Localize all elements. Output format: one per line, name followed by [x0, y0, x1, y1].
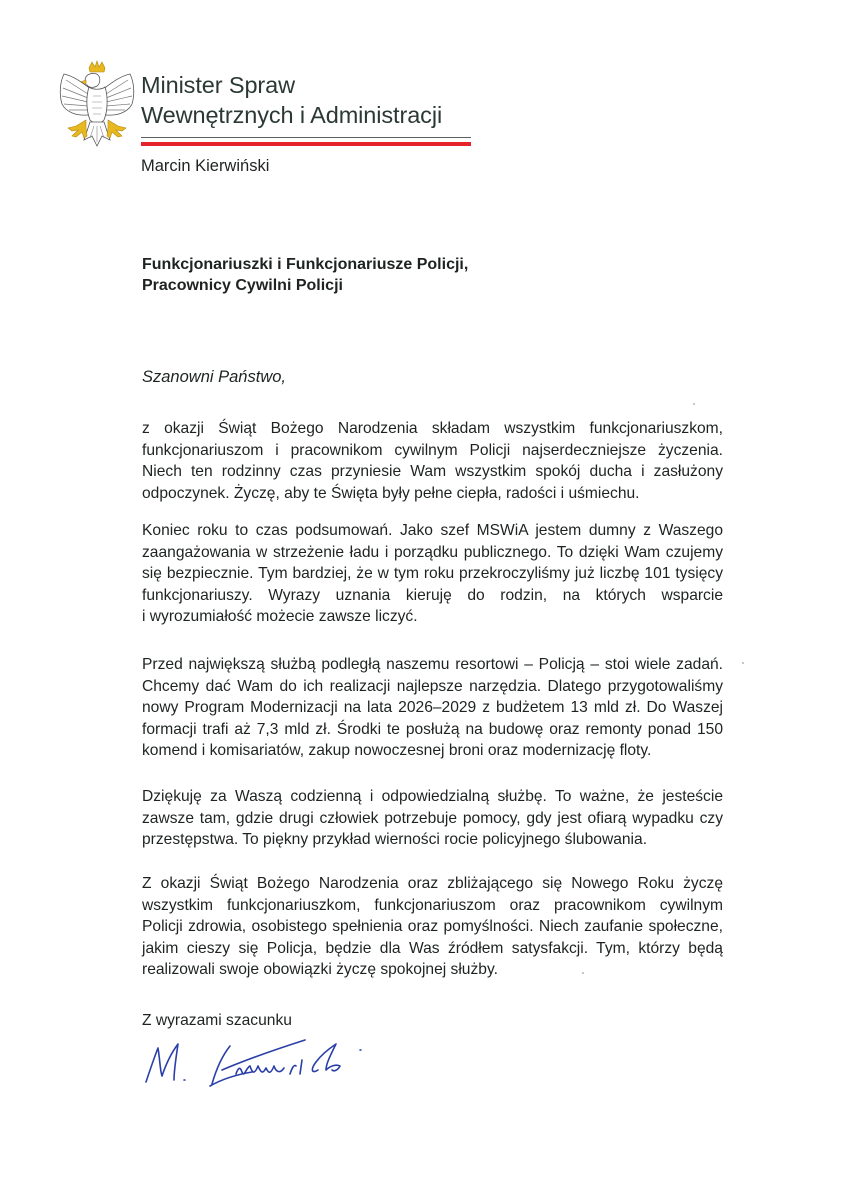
paragraph-line: formacji trafi aż 7,3 mld zł. Środki te posłużą na budowę oraz remonty ponad 150 — [142, 720, 723, 738]
paragraph-line: komend i komisariatów, zakup nowoczesnej broni oraz modernizację floty. — [142, 742, 652, 760]
ministry-title-line: Minister Spraw — [141, 72, 296, 98]
paragraph-line: zawsze tam, gdzie drugi człowiek potrzebuje pomocy, gdy jest ofiarą wypadku czy — [142, 809, 723, 827]
scan-speck — [742, 662, 744, 664]
handwritten-signature-icon — [140, 1030, 380, 1092]
letter-closing: Z wyrazami szacunku — [142, 1012, 292, 1029]
scan-speck — [582, 972, 584, 974]
paragraph-line: z okazji Świąt Bożego Narodzenia składam wszystkim funkcjonariuszkom, — [142, 420, 723, 437]
paragraph-line: nowy Program Modernizacji na lata 2026–2029 z budżetem 13 mld zł. Do Waszej — [142, 699, 723, 717]
letter-recipient — [142, 254, 468, 296]
letter-salutation: Szanowni Państwo, — [142, 368, 286, 386]
letter-paragraph-1 — [142, 418, 723, 504]
polish-eagle-emblem-icon — [56, 60, 138, 152]
paragraph-line: Z okazji Świąt Bożego Narodzenia oraz zbliżającego się Nowego Roku życzę — [142, 875, 723, 892]
header-divider-gray — [141, 137, 471, 138]
letter-paragraph-2 — [142, 520, 723, 628]
header-divider-red — [141, 142, 471, 146]
paragraph-line: Koniec roku to czas podsumowań. Jako szef MSWiA jestem dumny z Waszego — [142, 522, 723, 539]
paragraph-line: realizowali swoje obowiązki życzę spokojnej służby. — [142, 961, 498, 979]
recipient-line: Funkcjonariuszki i Funkcjonariusze Policji, — [142, 256, 469, 273]
letter-paragraph-3 — [142, 654, 723, 762]
paragraph-line: przestępstwa. To piękny przykład wierności rocie policyjnego ślubowania. — [142, 831, 648, 849]
paragraph-line: Chcemy dać Wam do ich realizacji najlepsze narzędzia. Dlatego przygotowaliśmy — [142, 677, 723, 695]
paragraph-line: i wyrozumiałość możecie zawsze liczyć. — [142, 608, 418, 626]
paragraph-line: odpoczynek. Życzę, aby te Święta były pełne ciepła, radości i uśmiechu. — [142, 484, 640, 502]
scan-speck — [693, 403, 695, 405]
minister-name: Marcin Kierwiński — [141, 157, 270, 175]
paragraph-line: wszystkim funkcjonariuszkom, funkcjonariuszom oraz pracownikom cywilnym — [142, 896, 723, 914]
ministry-title — [141, 70, 442, 130]
paragraph-line: Dziękuję za Waszą codzienną i odpowiedzialną służbę. To ważne, że jesteście — [142, 788, 723, 805]
letter-paragraph-4 — [142, 786, 723, 851]
paragraph-line: funkcjonariuszom i pracownikom cywilnym Policji najserdeczniejsze życzenia. — [142, 441, 723, 459]
paragraph-line: się bezpiecznie. Tym bardziej, że w tym roku przekroczyliśmy już liczbę 101 tysięcy — [142, 565, 723, 583]
paragraph-line: Policji zdrowia, osobistego spełnienia oraz pomyślności. Niech zaufanie społeczne, — [142, 918, 723, 936]
paragraph-line: zaangażowania w strzeżenie ładu i porządku publicznego. To dzięki Wam czujemy — [142, 543, 723, 561]
letter-paragraph-5 — [142, 873, 723, 981]
paragraph-line: funkcjonariuszy. Wyrazy uznania kieruję do rodzin, na których wsparcie — [142, 586, 723, 604]
recipient-line: Pracownicy Cywilni Policji — [142, 277, 343, 294]
paragraph-line: jakim cieszy się Policja, będzie dla Was źródłem satysfakcji. Tym, którzy będą — [142, 939, 723, 957]
paragraph-line: Niech ten rodzinny czas przyniesie Wam wszystkim spokój ducha i zasłużony — [142, 463, 723, 481]
ministry-title-line: Wewnętrznych i Administracji — [141, 102, 443, 128]
paragraph-line: Przed największą służbą podległą naszemu resortowi – Policją – stoi wiele zadań. — [142, 656, 723, 673]
